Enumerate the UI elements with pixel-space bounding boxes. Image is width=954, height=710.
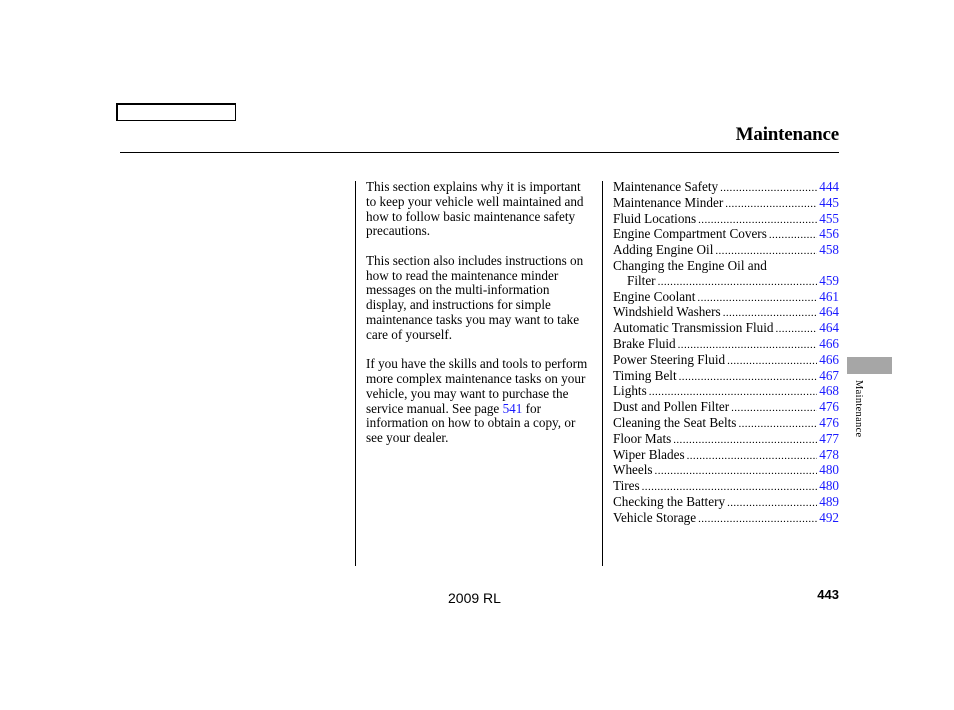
toc-entry-label: Changing the Engine Oil and <box>613 257 767 273</box>
toc-entry-page-link[interactable]: 476 <box>819 414 839 430</box>
intro-paragraph-3 <box>366 357 592 446</box>
toc-entry-page-link[interactable]: 456 <box>819 226 839 242</box>
toc-leader-dots <box>642 480 818 495</box>
toc-entry-label: Automatic Transmission Fluid <box>613 320 774 336</box>
column-divider-left <box>355 181 356 566</box>
toc-entry[interactable] <box>613 212 839 228</box>
toc-entry[interactable] <box>613 259 839 274</box>
toc-entry-label: Wiper Blades <box>613 446 685 462</box>
toc-entry[interactable] <box>613 290 839 306</box>
toc-entry-page-link[interactable]: 480 <box>819 462 839 478</box>
toc-entry-label: Fluid Locations <box>613 210 697 226</box>
intro-paragraph-3-text-b: for information on how to obtain a copy, or see your dealer. <box>366 400 576 446</box>
toc-entry[interactable] <box>613 384 839 400</box>
toc-entry[interactable] <box>613 463 839 479</box>
section-tab[interactable] <box>847 357 892 374</box>
toc-entry[interactable] <box>613 400 839 416</box>
toc-leader-dots <box>738 417 817 432</box>
toc-entry-label: Maintenance Minder <box>613 194 724 210</box>
toc-entry-page-link[interactable]: 464 <box>819 304 839 320</box>
toc-entry-label: Floor Mats <box>613 430 672 446</box>
main-menu-button[interactable] <box>116 103 236 121</box>
toc-entry-label: Engine Compartment Covers <box>613 226 767 242</box>
toc-entry-page-link[interactable]: 468 <box>819 383 839 399</box>
toc-entry-page-link[interactable]: 478 <box>819 446 839 462</box>
toc-entry[interactable] <box>613 274 839 290</box>
intro-paragraph-3-text-a: If you have the skills and tools to perform more complex maintenance tasks on your vehicle, you may want to purchase the service manual. See page <box>366 356 588 416</box>
toc-leader-dots <box>673 433 817 448</box>
toc-entry-label: Lights <box>613 383 647 399</box>
service-manual-page-link[interactable]: 541 <box>502 400 523 416</box>
toc-entry[interactable] <box>613 180 839 196</box>
intro-paragraph-2: This section also includes instructions on how to read the maintenance minder messages on the multi-information display, and instructions for simple maintenance tasks you may want to take care of yourself. <box>366 252 584 342</box>
toc-entry-page-link[interactable]: 476 <box>819 399 839 415</box>
toc-entry[interactable] <box>613 353 839 369</box>
toc-leader-dots <box>727 354 817 369</box>
toc-entry-page-link[interactable]: 492 <box>819 509 839 525</box>
toc-leader-dots <box>725 197 817 212</box>
toc-entry-page-link[interactable]: 489 <box>819 493 839 509</box>
toc-entry[interactable] <box>613 243 839 259</box>
toc-entry[interactable] <box>613 416 839 432</box>
toc-entry-label: Dust and Pollen Filter <box>613 399 730 415</box>
toc-entry-page-link[interactable]: 480 <box>819 478 839 494</box>
toc-leader-dots <box>731 401 817 416</box>
toc-leader-dots <box>698 213 817 228</box>
toc-leader-dots <box>715 244 817 259</box>
header-rule <box>120 152 839 153</box>
toc-entry-label: Engine Coolant <box>613 288 696 304</box>
toc-entry-page-link[interactable]: 455 <box>819 210 839 226</box>
section-tab-label: Maintenance <box>853 380 864 438</box>
toc-entry[interactable] <box>613 227 839 243</box>
toc-entry-page-link[interactable]: 464 <box>819 320 839 336</box>
column-divider-right <box>602 181 603 566</box>
toc-entry[interactable] <box>613 448 839 464</box>
toc-entry-page-link[interactable]: 444 <box>819 179 839 194</box>
toc-entry-label: Filter <box>627 272 656 288</box>
toc-entry-page-link[interactable]: 467 <box>819 367 839 383</box>
toc-leader-dots <box>679 370 818 385</box>
toc-entry[interactable] <box>613 305 839 321</box>
toc-entry-label: Brake Fluid <box>613 335 676 351</box>
toc-entry-page-link[interactable]: 445 <box>819 194 839 210</box>
toc-entry[interactable] <box>613 337 839 353</box>
table-of-contents <box>613 180 839 527</box>
toc-entry-label: Windshield Washers <box>613 304 721 320</box>
toc-leader-dots <box>727 496 817 511</box>
toc-entry-label: Power Steering Fluid <box>613 351 726 367</box>
toc-entry[interactable] <box>613 511 839 527</box>
toc-leader-dots <box>678 338 818 353</box>
toc-entry-page-link[interactable]: 466 <box>819 351 839 367</box>
toc-entry-label: Adding Engine Oil <box>613 242 714 258</box>
page-number: 443 <box>817 587 839 602</box>
vehicle-model: 2009 RL <box>448 590 501 606</box>
toc-entry[interactable] <box>613 196 839 212</box>
toc-entry-page-link[interactable]: 459 <box>819 272 839 288</box>
toc-entry-label: Maintenance Safety <box>613 179 719 194</box>
toc-leader-dots <box>698 512 817 527</box>
toc-entry[interactable] <box>613 432 839 448</box>
toc-entry-label: Checking the Battery <box>613 493 726 509</box>
toc-leader-dots <box>720 181 817 196</box>
toc-entry-label: Vehicle Storage <box>613 509 697 525</box>
toc-entry-label: Tires <box>613 478 640 494</box>
toc-entry-page-link[interactable]: 458 <box>819 242 839 258</box>
toc-entry[interactable] <box>613 369 839 385</box>
page-title: Maintenance <box>735 124 839 145</box>
toc-leader-dots <box>658 275 818 290</box>
toc-entry-label: Wheels <box>613 462 653 478</box>
toc-entry[interactable] <box>613 479 839 495</box>
toc-leader-dots <box>649 385 818 400</box>
toc-leader-dots <box>775 322 817 337</box>
toc-leader-dots <box>769 228 817 243</box>
toc-entry[interactable] <box>613 495 839 511</box>
toc-leader-dots <box>687 449 818 464</box>
toc-leader-dots <box>655 464 818 479</box>
toc-entry-page-link[interactable]: 466 <box>819 335 839 351</box>
toc-leader-dots <box>697 291 817 306</box>
toc-entry-page-link[interactable]: 461 <box>819 288 839 304</box>
toc-entry-label: Timing Belt <box>613 367 677 383</box>
intro-text <box>366 180 592 461</box>
toc-entry-label: Cleaning the Seat Belts <box>613 414 737 430</box>
toc-leader-dots <box>723 306 818 321</box>
toc-entry-page-link[interactable]: 477 <box>819 430 839 446</box>
intro-paragraph-1: This section explains why it is important to keep your vehicle well maintained and how to follow basic maintenance safety precautions. <box>366 179 584 239</box>
toc-entry[interactable] <box>613 321 839 337</box>
